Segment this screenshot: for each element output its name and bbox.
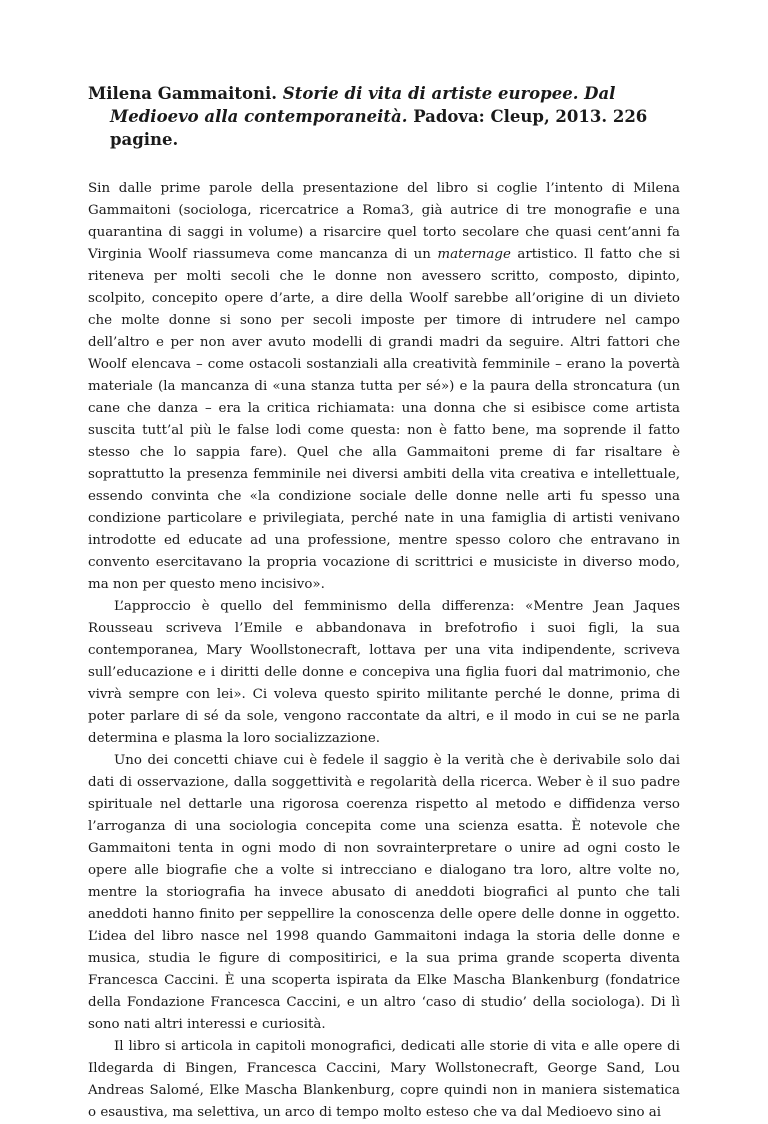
paragraph-1-italic-term: maternage (437, 247, 511, 262)
book-author: Milena Gammaitoni. (88, 84, 278, 103)
book-citation (88, 82, 680, 151)
book-title: Storie di vita di artiste europee. Dal Medioevo alla contemporaneità. (110, 84, 616, 126)
paragraph-1-text-a: Sin dalle prime parole della presentazione del libro si coglie l’intento di Milena Gammaitoni (sociologa, ricercatrice a Roma3, già autrice di tre monografie e una quarantina di saggi in volume) a risarcire quel torto secolare che quasi cent’anni fa Virginia Woolf riassumeva come mancanza di un (88, 181, 680, 262)
review-paragraph-3: Uno dei concetti chiave cui è fedele il saggio è la verità che è derivabile solo dai dati di osservazione, dalla soggettività e regolarità della ricerca. Weber è il suo padre spirituale nel dettarle una rigorosa coerenza rispetto al metodo e diffidenza verso l’arroganza di una sociologia concepita come una scienza esatta. È notevole che Gammaitoni tenta in ogni modo di non sovrainterpretare o unire ad ogni costo le opere alle biografie che a volte si intrecciano e dialogano tra loro, altre volte no, mentre la storiografia ha invece abusato di aneddoti biografici al punto che tali aneddoti hanno finito per seppellire la conoscenza delle opere delle donne in oggetto. L’idea del libro nasce nel 1998 quando Gammaitoni indaga la storia delle donne e musica, studia le figure di compositirici, e la sua prima grande scoperta diventa Francesca Caccini. È una scoperta ispirata da Elke Mascha Blankenburg (fondatrice della Fondazione Francesca Caccini, e un altro ‘caso di studio’ della sociologa). Di lì sono nati altri interessi e curiosità. (88, 753, 680, 1032)
review-paragraph-1 (88, 178, 680, 596)
book-publication: Padova: Cleup, 2013. 226 pagine. (110, 107, 648, 149)
review-paragraph-4: Il libro si articola in capitoli monografici, dedicati alle storie di vita e alle opere di Ildegarda di Bingen, Francesca Caccini, Mary Wollstonecraft, George Sand, Lou Andreas Salomé, Elke Mascha Blankenburg, copre quindi non in maniera sistematica o esaustiva, ma selettiva, un arco di tempo molto esteso che va dal Medioevo sino ai (88, 1039, 680, 1120)
paragraph-1-text-b: artistico. Il fatto che si riteneva per molti secoli che le donne non avessero scritto, composto, dipinto, scolpito, concepito opere d’arte, a dire della Woolf sarebbe all’origine di un divieto che molte donne si sono per secoli imposte per timore di intrudere nel campo dell’altro e per non aver avuto modelli di grandi madri da seguire. Altri fattori che Woolf elencava – come ostacoli sostanziali alla creatività femminile – erano la povertà materiale (la mancanza di «una stanza tutta per sé») e la paura della stroncatura (un cane che danza – era la critica richiamata: una donna che si esibisce come artista suscita tutt’al più le false lodi come questa: non è fatto bene, ma soprende il fatto stesso che lo sappia fare). Quel che alla Gammaitoni preme di far risaltare è soprattutto la presenza femminile nei diversi ambiti della vita creativa e intellettuale, essendo convinta che «la condizione sociale delle donne nelle arti fu spesso una condizione particolare e privilegiata, perché nate in una famiglia di artisti venivano introdotte ed educate ad una professione, mentre spesso coloro che entravano in convento esercitavano la propria vocazione di scrittrici e musiciste in diverso modo, ma non per questo meno incisivo». (88, 247, 680, 592)
review-paragraph-2: L’approccio è quello del femminismo della differenza: «Mentre Jean Jaques Rousseau scriveva l’Emile e abbandonava in brefotrofio i suoi figli, la sua contemporanea, Mary Woollstonecraft, lottava per una vita indipendente, scriveva sull’educazione e i diritti delle donne e concepiva una figlia fuori dal matrimonio, che vivrà sempre con lei». Ci voleva questo spirito militante perché le donne, prima di poter parlare di sé da sole, vengono raccontate da altri, e il modo in cui se ne parla determina e plasma la loro socializzazione. (88, 599, 680, 746)
